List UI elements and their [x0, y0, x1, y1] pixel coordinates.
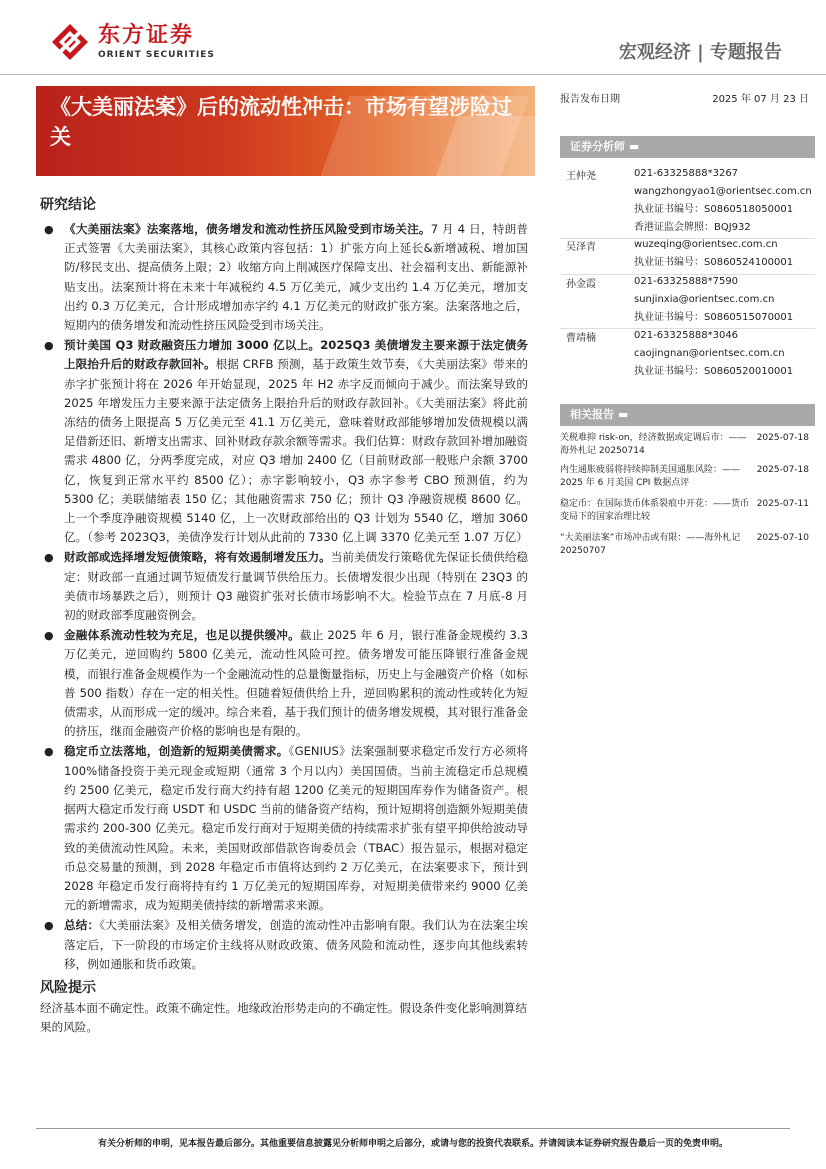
related-report-title[interactable]: 稳定币：在国际货币体系裂痕中开花：——货币变局下的国家治理比较: [560, 499, 750, 522]
analyst-name: 王仲尧: [566, 171, 596, 182]
related-report-title[interactable]: 关税难抑 risk-on，经济数据或定调后市：——海外札记 20250714: [560, 433, 747, 456]
title-banner: [36, 86, 535, 176]
report-date-value: 2025 年 07 月 23 日: [712, 94, 809, 105]
related-report-date: 2025-07-18: [756, 465, 809, 475]
footer-disclaimer: 有关分析师的申明，见本报告最后部分。其他重要信息披露见分析师申明之后部分，或请与您的投资代表联系。并请阅读本证券研究报告最后一页的免责申明。: [97, 1139, 728, 1149]
company-logo: [50, 22, 215, 62]
related-report-title[interactable]: 内生通胀疲弱将持续抑制美国通胀风险：——2025 年 6 月美国 CPI 数据点评: [560, 465, 741, 488]
analyst-phone: 021-63325888*3046: [634, 330, 739, 341]
main-content: [40, 194, 528, 1037]
analyst-hk-license: 香港证监会牌照：BQJ932: [634, 222, 751, 233]
report-date-label: 报告发布日期: [560, 94, 620, 105]
header-divider: [0, 74, 826, 75]
conclusion-bullet: ● 财政部或选择增发短债策略，将有效遏制增发压力。当前美债发行策略优先保证长债供给稳定：财政部一直通过调节短债发行量调节供给压力。长债增发很少出现（特别在 23Q3 的美债市场暴跌之后），则预计 Q3 融资扩张对长债市场影响不大。检验节点在 7 月底-8 月初的财政部季度融资例会。: [44, 550, 528, 623]
analyst-license: 执业证书编号：S0860520010001: [634, 366, 794, 377]
analyst-phone: 021-63325888*3267: [634, 168, 739, 179]
report-title: 《大美丽法案》后的流动性冲击：市场有望涉险过关: [50, 95, 512, 149]
analyst-license: 执业证书编号：S0860515070001: [634, 312, 794, 323]
analyst-email[interactable]: sunjinxia@orientsec.com.cn: [634, 294, 775, 305]
company-name-cn: 东方证券: [98, 23, 195, 48]
report-section-label: 宏观经济 | 专题报告: [618, 42, 782, 63]
footer-divider: [36, 1128, 790, 1129]
analyst-license: 执业证书编号：S0860518050001: [634, 204, 794, 215]
analyst-email[interactable]: wangzhongyao1@orientsec.com.cn: [634, 186, 812, 197]
conclusion-heading: 研究结论: [40, 197, 96, 213]
related-report-date: 2025-07-10: [756, 533, 809, 543]
logo-diamond-icon: [50, 22, 90, 62]
report-date-row: [560, 90, 815, 105]
conclusion-bullet: ● 《大美丽法案》法案落地，债务增发和流动性挤压风险受到市场关注。7 月 4 日，特朗普正式签署《大美丽法案》，其核心政策内容包括：1）扩张方向上延长&新增减税、增加国防/移民支出、提高债务上限；2）收缩方向上削减医疗保障支出、社会福利支出、新能源补贴支出。法案预计将在未来十年减税约 4.5 万亿美元，减少支出约 1.4 万亿美元，增加支出约 0.3 万亿美元，合计形成增加赤字约 4.1 万亿美元的财政扩张方案。法案落地之后，短期内的债务增发和流动性挤压风险受到市场关注。: [44, 222, 528, 333]
conclusion-bullet: ● 稳定币立法落地，创造新的短期美债需求。《GENIUS》法案强制要求稳定币发行方必须将 100%储备投资于美元现金或短期（通常 3 个月以内）美国国债。当前主流稳定币总规模约 2500 亿美元，稳定币发行商大约持有超 1200 亿美元的短期国库券作为储备资产。根据两大稳定币发行商 USDT 和 USDC 当前的储备资产结构，预计短期将创造额外短期美债需求约 200-300 亿美元。稳定币发行商对于短期美债的持续需求扩张有望平抑供给波动导致的美债流动性风险。未来，美国财政部借款咨询委员会（TBAC）报告显示，根据对稳定币总交易量的预测，到 2028 年稳定币市值将达到约 2 万亿美元，在法案要求下，预计到 2028 年稳定币发行商将持有约 1 万亿美元的短期国库券，对短期美债带来约 9000 亿美元的新增需求，成为短期美债持续的新增需求来源。: [44, 744, 528, 913]
related-reports-header: 相关报告 ▬: [560, 404, 815, 426]
conclusion-bullet: ● 总结：《大美丽法案》及相关债务增发，创造的流动性冲击影响有限。我们认为在法案尘埃落定后，下一阶段的市场定价主线将从财政政策、债务风险和流动性，逐步向其他线索转移，例如通胀和货币政策。: [44, 918, 528, 971]
analyst-name: 孙金霞: [566, 279, 596, 290]
analyst-email[interactable]: caojingnan@orientsec.com.cn: [634, 348, 785, 359]
conclusion-bullet: ● 预计美国 Q3 财政融资压力增加 3000 亿以上。2025Q3 美债增发主要来源于法定债务上限抬升后的财政存款回补。根据 CRFB 预测，基于政策生效节奏，《大美丽法案》带来的赤字扩张预计将在 2026 年开始显现，2025 年 H2 赤字反而倾向于减少。而法案导致的 2025 年增发压力主要来源于法定债务上限抬升后的财政存款回补。《大美丽法案》将此前冻结的债务上限提高 5 万亿美元至 41.1 万亿美元，意味着财政部能够增加发债规模以满足借新还旧、新增支出需求、回补财政存款余额等需求。我们估算：财政存款回补增加融资需求 4800 亿，分两季度完成，对应 Q3 增加 2400 亿（目前财政部一般账户余额 3700 亿，恢复到正常水平约 8500 亿）；赤字影响较小，Q3 赤字参考 CBO 预测值，约为 5300 亿；美联储缩表 150 亿；其他融资需求 750 亿；预计 Q3 净融资规模 8600 亿。上一个季度净融资规模 5140 亿，上一次财政部给出的 Q3 计划为 5540 亿，增加 3060 亿。（参考 2023Q3，美债净发行计划从此前的 7330 亿上调 3370 亿美元至 1.07 万亿）: [44, 338, 528, 545]
related-report-date: 2025-07-18: [756, 433, 809, 443]
analyst-name: 吴泽青: [566, 242, 596, 253]
related-report-title[interactable]: “大美丽法案”市场冲击或有限：——海外札记 20250707: [560, 533, 741, 556]
analyst-phone: 021-63325888*7590: [634, 276, 739, 287]
related-report-date: 2025-07-11: [756, 499, 809, 509]
analyst-license: 执业证书编号：S0860524100001: [634, 257, 794, 268]
analyst-email[interactable]: wuzeqing@orientsec.com.cn: [634, 239, 778, 250]
company-name-en: ORIENT SECURITIES: [98, 50, 215, 60]
conclusion-bullet: ● 金融体系流动性较为充足，也足以提供缓冲。截止 2025 年 6 月，银行准备金规模约 3.3 万亿美元，逆回购约 5800 亿美元，流动性风险可控。债务增发可能压降银行准备金规模，而银行准备金规模作为一个金融流动性的总量衡量指标，历史上与金融资产价格（如标普 500 指数）存在一定的相关性。但随着短债供给上升，逆回购累积的流动性或转化为短债需求，从而形成一定的缓冲。综合来看，基于我们预计的债务增发规模，其对银行准备金的挤压，继而金融资产价格的影响也是有限的。: [44, 628, 528, 739]
risk-text: 经济基本面不确定性。政策不确定性。地缘政治形势走向的不确定性。假设条件变化影响测算结果的风险。: [40, 1000, 527, 1035]
analyst-name: 曹靖楠: [566, 333, 596, 344]
analysts-header: 证券分析师 ▬: [560, 136, 815, 158]
risk-heading: 风险提示: [40, 979, 96, 996]
